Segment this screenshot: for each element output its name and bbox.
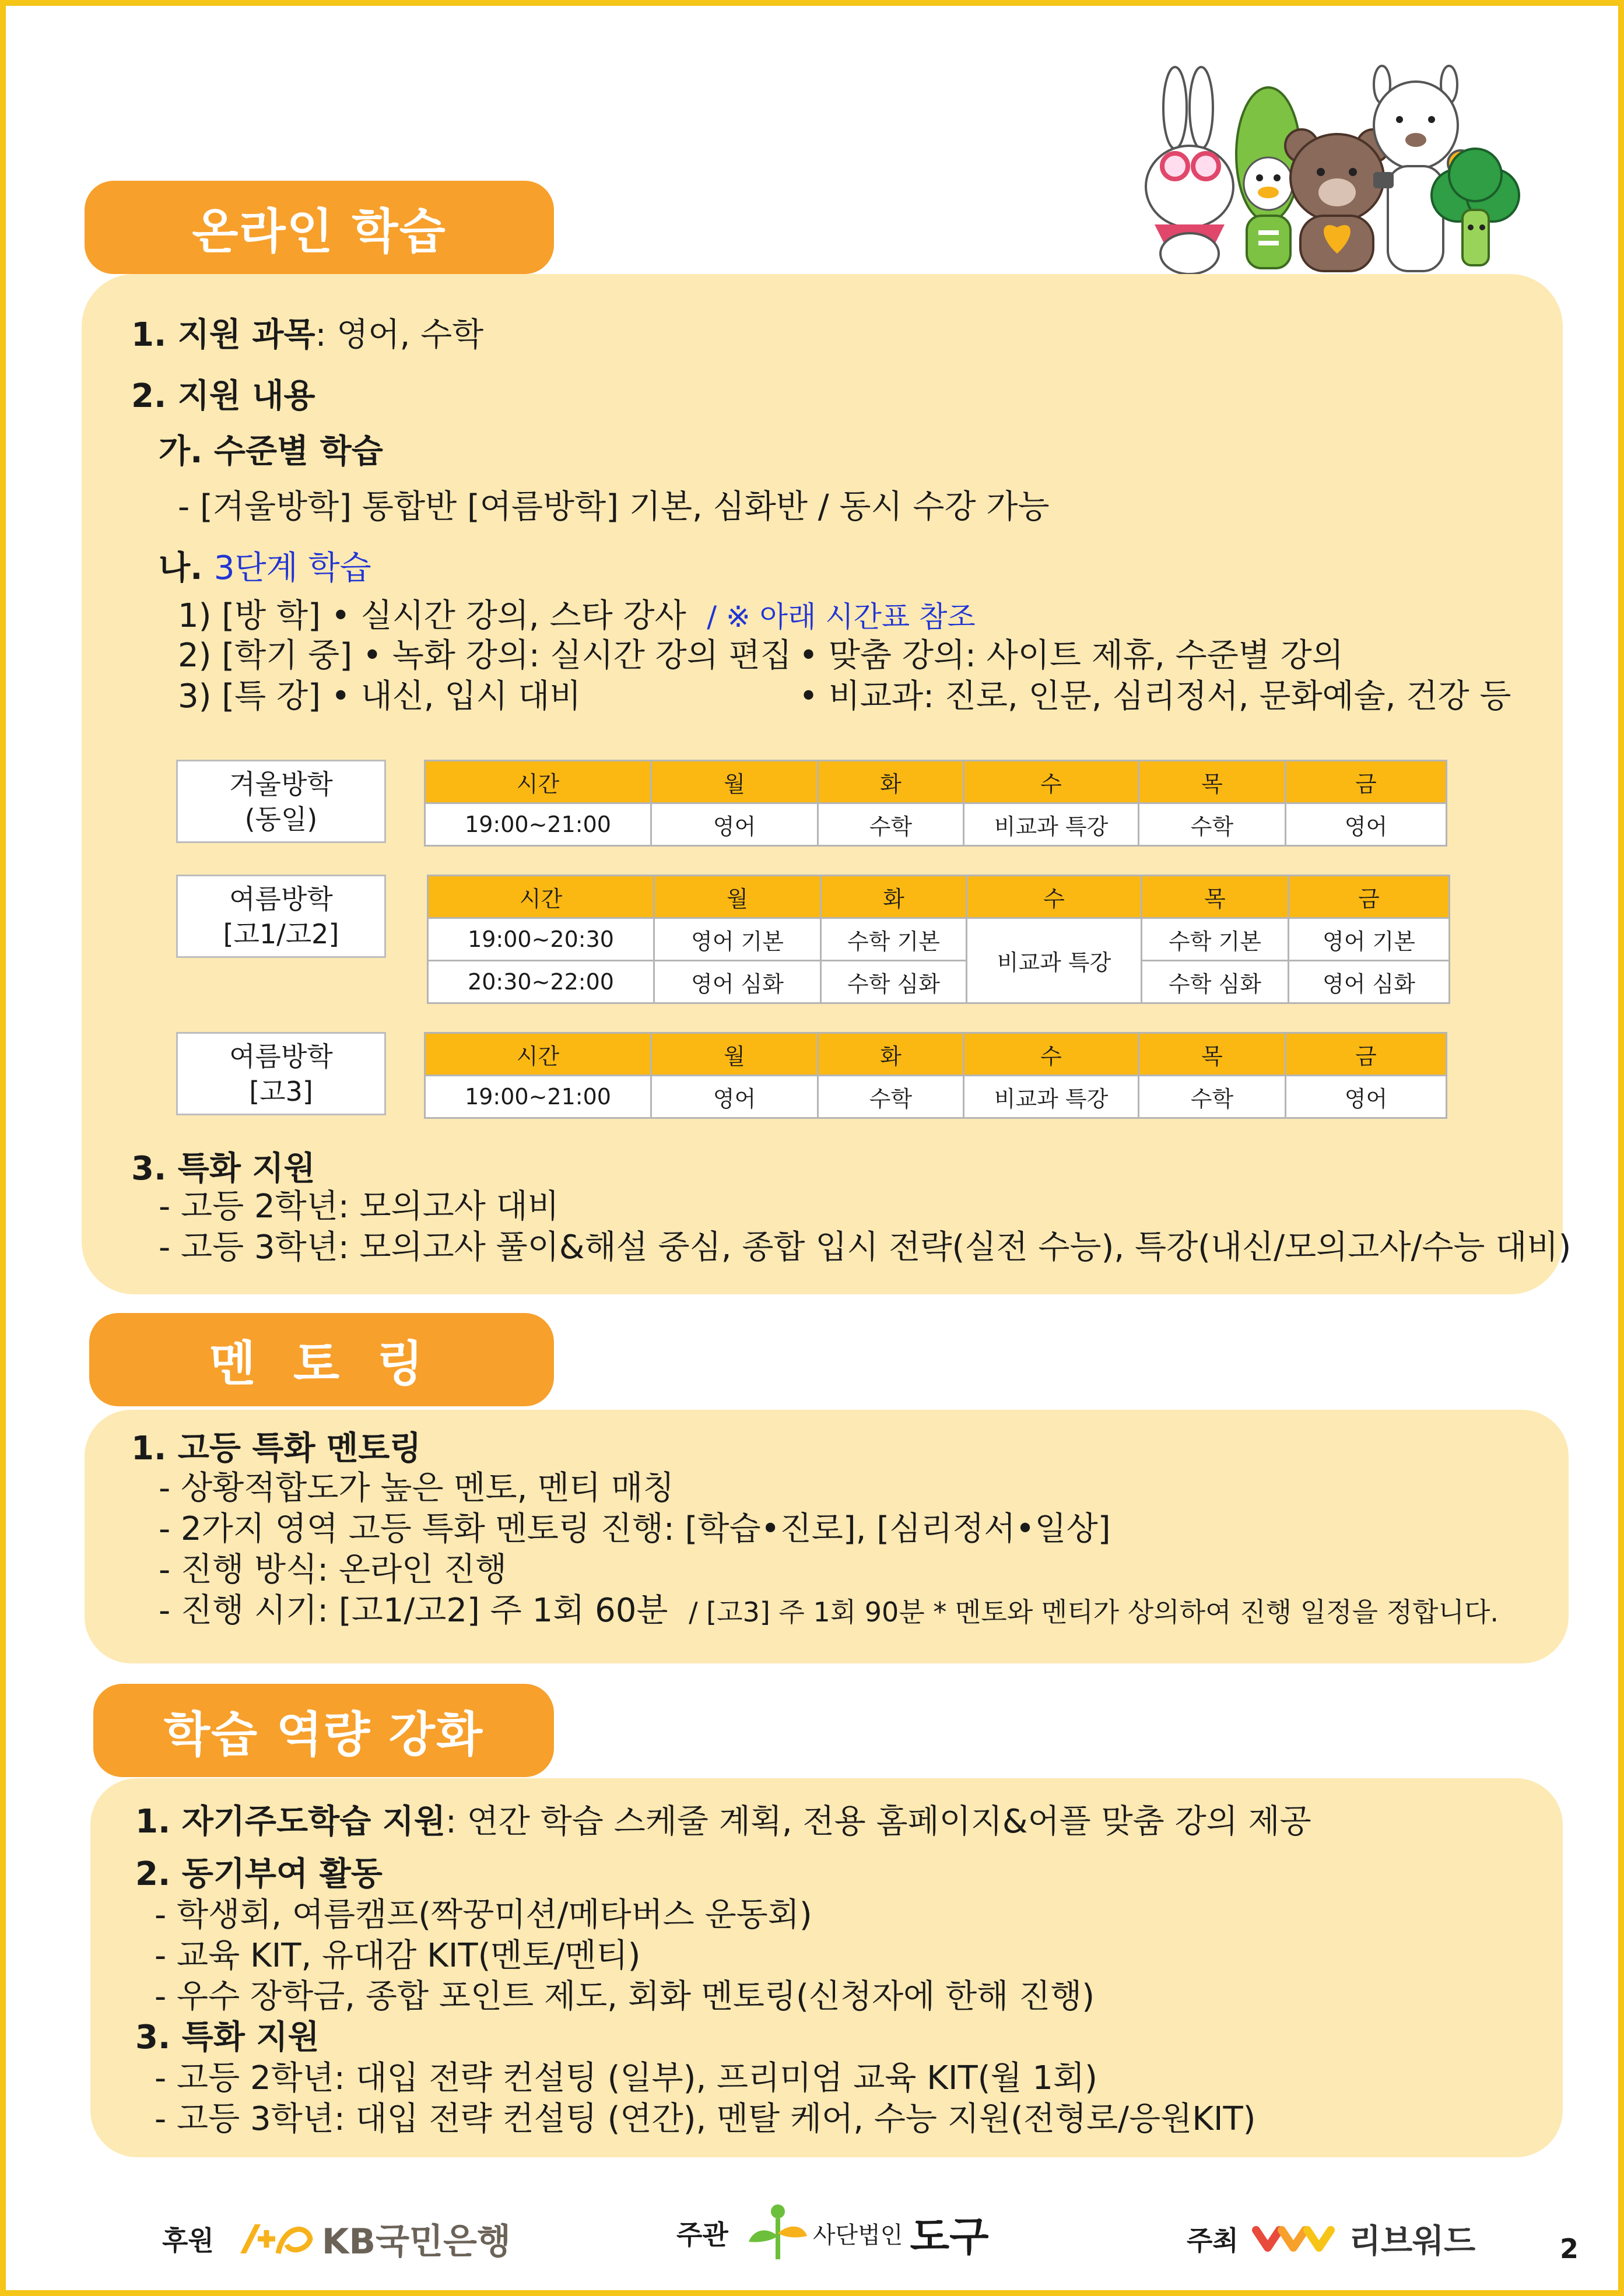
organizer-block — [1187, 2216, 1475, 2262]
capacity-special-grade2: - 고등 2학년: 대입 전략 컨설팅 (일부), 프리미엄 교육 KIT(월 1회) — [155, 2059, 1097, 2097]
online-learning-title: 온라인 학습 — [192, 203, 447, 259]
special-support-heading: 3. 특화 지원 — [131, 1150, 315, 1188]
mentoring-heading: 1. 고등 특화 멘토링 — [131, 1430, 422, 1468]
winter-schedule-table — [424, 760, 1447, 847]
capacity-special-grade3: - 고등 3학년: 대입 전략 컨설팅 (연간), 멘탈 케어, 수능 지원(전형로/응원KIT) — [155, 2100, 1256, 2138]
table-row: 19:00~21:00 영어 수학 비교과 특강 수학 영어 — [425, 803, 1447, 846]
capacity-tab — [93, 1684, 554, 1777]
capacity-title: 학습 역량 강화 — [163, 1707, 484, 1763]
host-block — [676, 2201, 989, 2265]
mentoring-item-d: - 진행 시기: [고1/고2] 주 1회 60분 / [고3] 주 1회 90분 * 멘토와 멘티가 상의하여 진행 일정을 정합니다. — [159, 1592, 1499, 1630]
table-row: 20:30~22:00 영어 심화 수학 심화 수학 심화 영어 심화 — [428, 961, 1450, 1003]
level-learning-heading: 가. 수준별 학습 — [159, 433, 383, 471]
step-3b: • 비교과: 진로, 인문, 심리정서, 문화예술, 건강 등 — [799, 677, 1511, 715]
host-name: 도구 — [910, 2212, 989, 2260]
summer-3-schedule-label: 여름방학 [고3] — [176, 1032, 386, 1115]
organizer-name: 리브워드 — [1349, 2223, 1476, 2260]
step-2b: • 맞춤 강의: 사이트 제휴, 수준별 강의 — [799, 637, 1344, 675]
rabbit-character-icon — [1146, 67, 1233, 274]
motivation-heading: 2. 동기부여 활동 — [135, 1855, 383, 1893]
motivation-item-c: - 우수 장학금, 종합 포인트 제도, 회화 멘토링(신청자에 한해 진행) — [155, 1978, 1095, 2016]
step-1: 1) [방 학] • 실시간 강의, 스타 강사 / ※ 아래 시간표 참조 — [178, 597, 976, 635]
motivation-item-b: - 교육 KIT, 유대감 KIT(멘토/멘티) — [155, 1937, 641, 1975]
bear-character-icon — [1285, 129, 1390, 271]
sponsor-label: 후원 — [162, 2225, 214, 2256]
three-step-heading: 나. 3단계 학습 — [159, 549, 371, 587]
livword-logo-icon — [1251, 2221, 1339, 2256]
table-row: 19:00~21:00 영어 수학 비교과 특강 수학 영어 — [425, 1076, 1447, 1118]
table-row: 19:00~20:30 영어 기본 수학 기본 비교과 특강 수학 기본 영어 기본 — [428, 918, 1450, 961]
summer-12-schedule-label: 여름방학 [고1/고2] — [176, 875, 386, 958]
step-3a: 3) [특 강] • 내신, 입시 대비 — [178, 677, 581, 715]
kb-star-logo-icon — [234, 2218, 316, 2259]
motivation-item-a: - 학생회, 여름캠프(짝꿍미션/메타버스 운동회) — [155, 1896, 812, 1934]
capacity-special-heading: 3. 특화 지원 — [135, 2018, 320, 2056]
mentoring-item-c: - 진행 방식: 온라인 진행 — [159, 1551, 507, 1589]
broccoli-character-icon — [1432, 149, 1519, 265]
special-support-grade3: - 고등 3학년: 모의고사 풀이&해설 중심, 종합 입시 전략(실전 수능), 특강(내신/모의고사/수능 대비) — [159, 1228, 1572, 1266]
organizer-label: 주최 — [1187, 2225, 1239, 2256]
dogu-sprout-logo-icon — [746, 2201, 810, 2265]
mentoring-item-a: - 상황적합도가 높은 멘토, 멘티 매칭 — [159, 1469, 675, 1507]
page-number: 2 — [1559, 2233, 1579, 2265]
host-label: 주관 — [676, 2219, 728, 2251]
table-header-row: 시간 월 화 수 목 금 — [428, 876, 1450, 918]
host-small: 사단법인 — [812, 2221, 903, 2249]
mentoring-tab — [89, 1313, 554, 1406]
special-support-grade2: - 고등 2학년: 모의고사 대비 — [159, 1188, 559, 1226]
mascot-characters-illustration — [1143, 61, 1522, 277]
sponsor-block — [162, 2216, 511, 2262]
level-learning-item: - [겨울방학] 통합반 [여름방학] 기본, 심화반 / 동시 수강 가능 — [178, 488, 1050, 526]
support-subjects: 1. 지원 과목: 영어, 수학 — [131, 316, 484, 354]
table-header-row: 시간 월 화 수 목 금 — [425, 761, 1447, 803]
online-learning-tab — [85, 181, 554, 274]
step-2a: 2) [학기 중] • 녹화 강의: 실시간 강의 편집 — [178, 637, 792, 675]
self-directed-support: 1. 자기주도학습 지원: 연간 학습 스케줄 계획, 전용 홈페이지&어플 맞춤 강의 제공 — [135, 1803, 1311, 1841]
summer-3-schedule-table — [424, 1032, 1447, 1119]
winter-schedule-label: 겨울방학 (동일) — [176, 760, 386, 843]
summer-12-schedule-table — [427, 875, 1450, 1004]
sponsor-name: KB국민은행 — [321, 2221, 511, 2262]
mentoring-title: 멘 토 링 — [209, 1336, 434, 1392]
table-header-row: 시간 월 화 수 목 금 — [425, 1033, 1447, 1076]
mentoring-item-b: - 2가지 영역 고등 특화 멘토링 진행: [학습•진로], [심리정서•일상] — [159, 1510, 1111, 1548]
support-contents-heading: 2. 지원 내용 — [131, 377, 315, 415]
